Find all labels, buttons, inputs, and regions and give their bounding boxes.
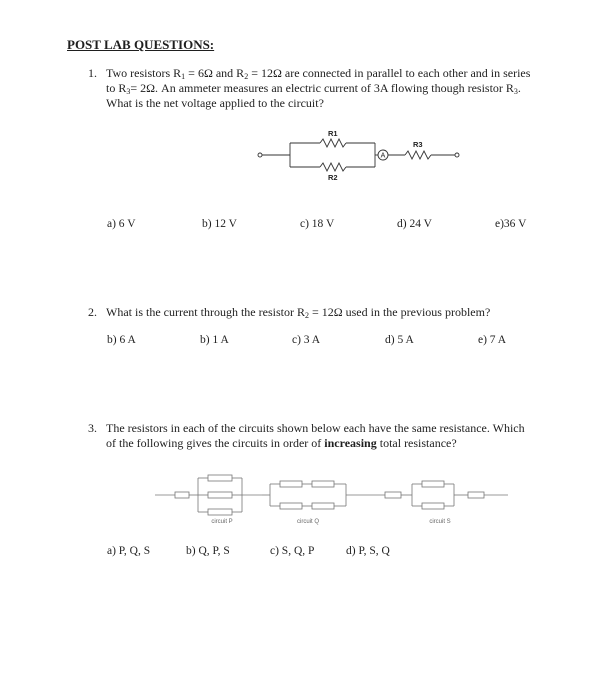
q3-option-c[interactable]: c) S, Q, P: [270, 545, 315, 557]
r3-label: R3: [413, 140, 423, 149]
q3-circuits-diagram: [150, 470, 520, 530]
q1-option-b[interactable]: b) 12 V: [202, 218, 237, 230]
resistor-r2: [320, 163, 346, 171]
ammeter-label: A: [380, 152, 386, 160]
circuit-p-label: circuit P: [211, 519, 233, 525]
q1-option-c[interactable]: c) 18 V: [300, 218, 335, 230]
q1-text-line1: Two resistors $R_1 = 6\Omega$ and $R_2 = 12\Omega$ are connected in parallel to each other and in series: [106, 66, 531, 81]
q1-option-a[interactable]: a) 6 V: [107, 218, 136, 230]
q3-text-line1: The resistors in each of the circuits shown below each have the same resistance. Which: [106, 421, 525, 435]
q2-option-e[interactable]: e) 7 A: [478, 334, 507, 346]
circuit-p: [155, 475, 262, 515]
q2-option-c[interactable]: c) 3 A: [292, 334, 321, 346]
q2-option-a[interactable]: b) 6 A: [107, 334, 136, 346]
q3-option-d[interactable]: d) P, S, Q: [346, 545, 390, 557]
q2-option-b[interactable]: b) 1 A: [200, 334, 229, 346]
circuit-s: [385, 481, 508, 509]
q3-option-a[interactable]: a) P, Q, S: [107, 545, 151, 557]
q1-text-line3: What is the net voltage applied to the circuit?: [106, 96, 324, 110]
q1-number: 1.: [88, 66, 97, 80]
q2-number: 2.: [88, 305, 97, 319]
q2-text-line1: What is the current through the resistor $R_2 = 12\Omega$ used in the previous problem?: [106, 305, 491, 320]
r2-label: R2: [328, 173, 338, 182]
q3-number: 3.: [88, 421, 97, 435]
circuit-q: [262, 481, 385, 509]
page-heading: POST LAB QUESTIONS:: [67, 37, 215, 52]
q1-circuit-diagram: [255, 130, 465, 180]
q1-option-d[interactable]: d) 24 V: [397, 218, 432, 230]
r1-label: R1: [328, 129, 338, 138]
circuit-s-label: circuit S: [429, 519, 451, 525]
q1-option-e[interactable]: e)36 V: [495, 218, 527, 230]
circuit-q-label: circuit Q: [296, 519, 320, 525]
q2-option-d[interactable]: d) 5 A: [385, 334, 414, 346]
q3-option-b[interactable]: b) Q, P, S: [186, 545, 230, 557]
resistor-r1: [320, 139, 346, 147]
resistor-r3: [405, 151, 431, 159]
q1-text-line2: to $R_3= 2\Omega$. An ammeter measures an electric current of 3A flowing though resistor $R_3$.: [106, 81, 521, 96]
q3-text-line2: of the following gives the circuits in order of increasing total resistance?: [106, 436, 457, 450]
